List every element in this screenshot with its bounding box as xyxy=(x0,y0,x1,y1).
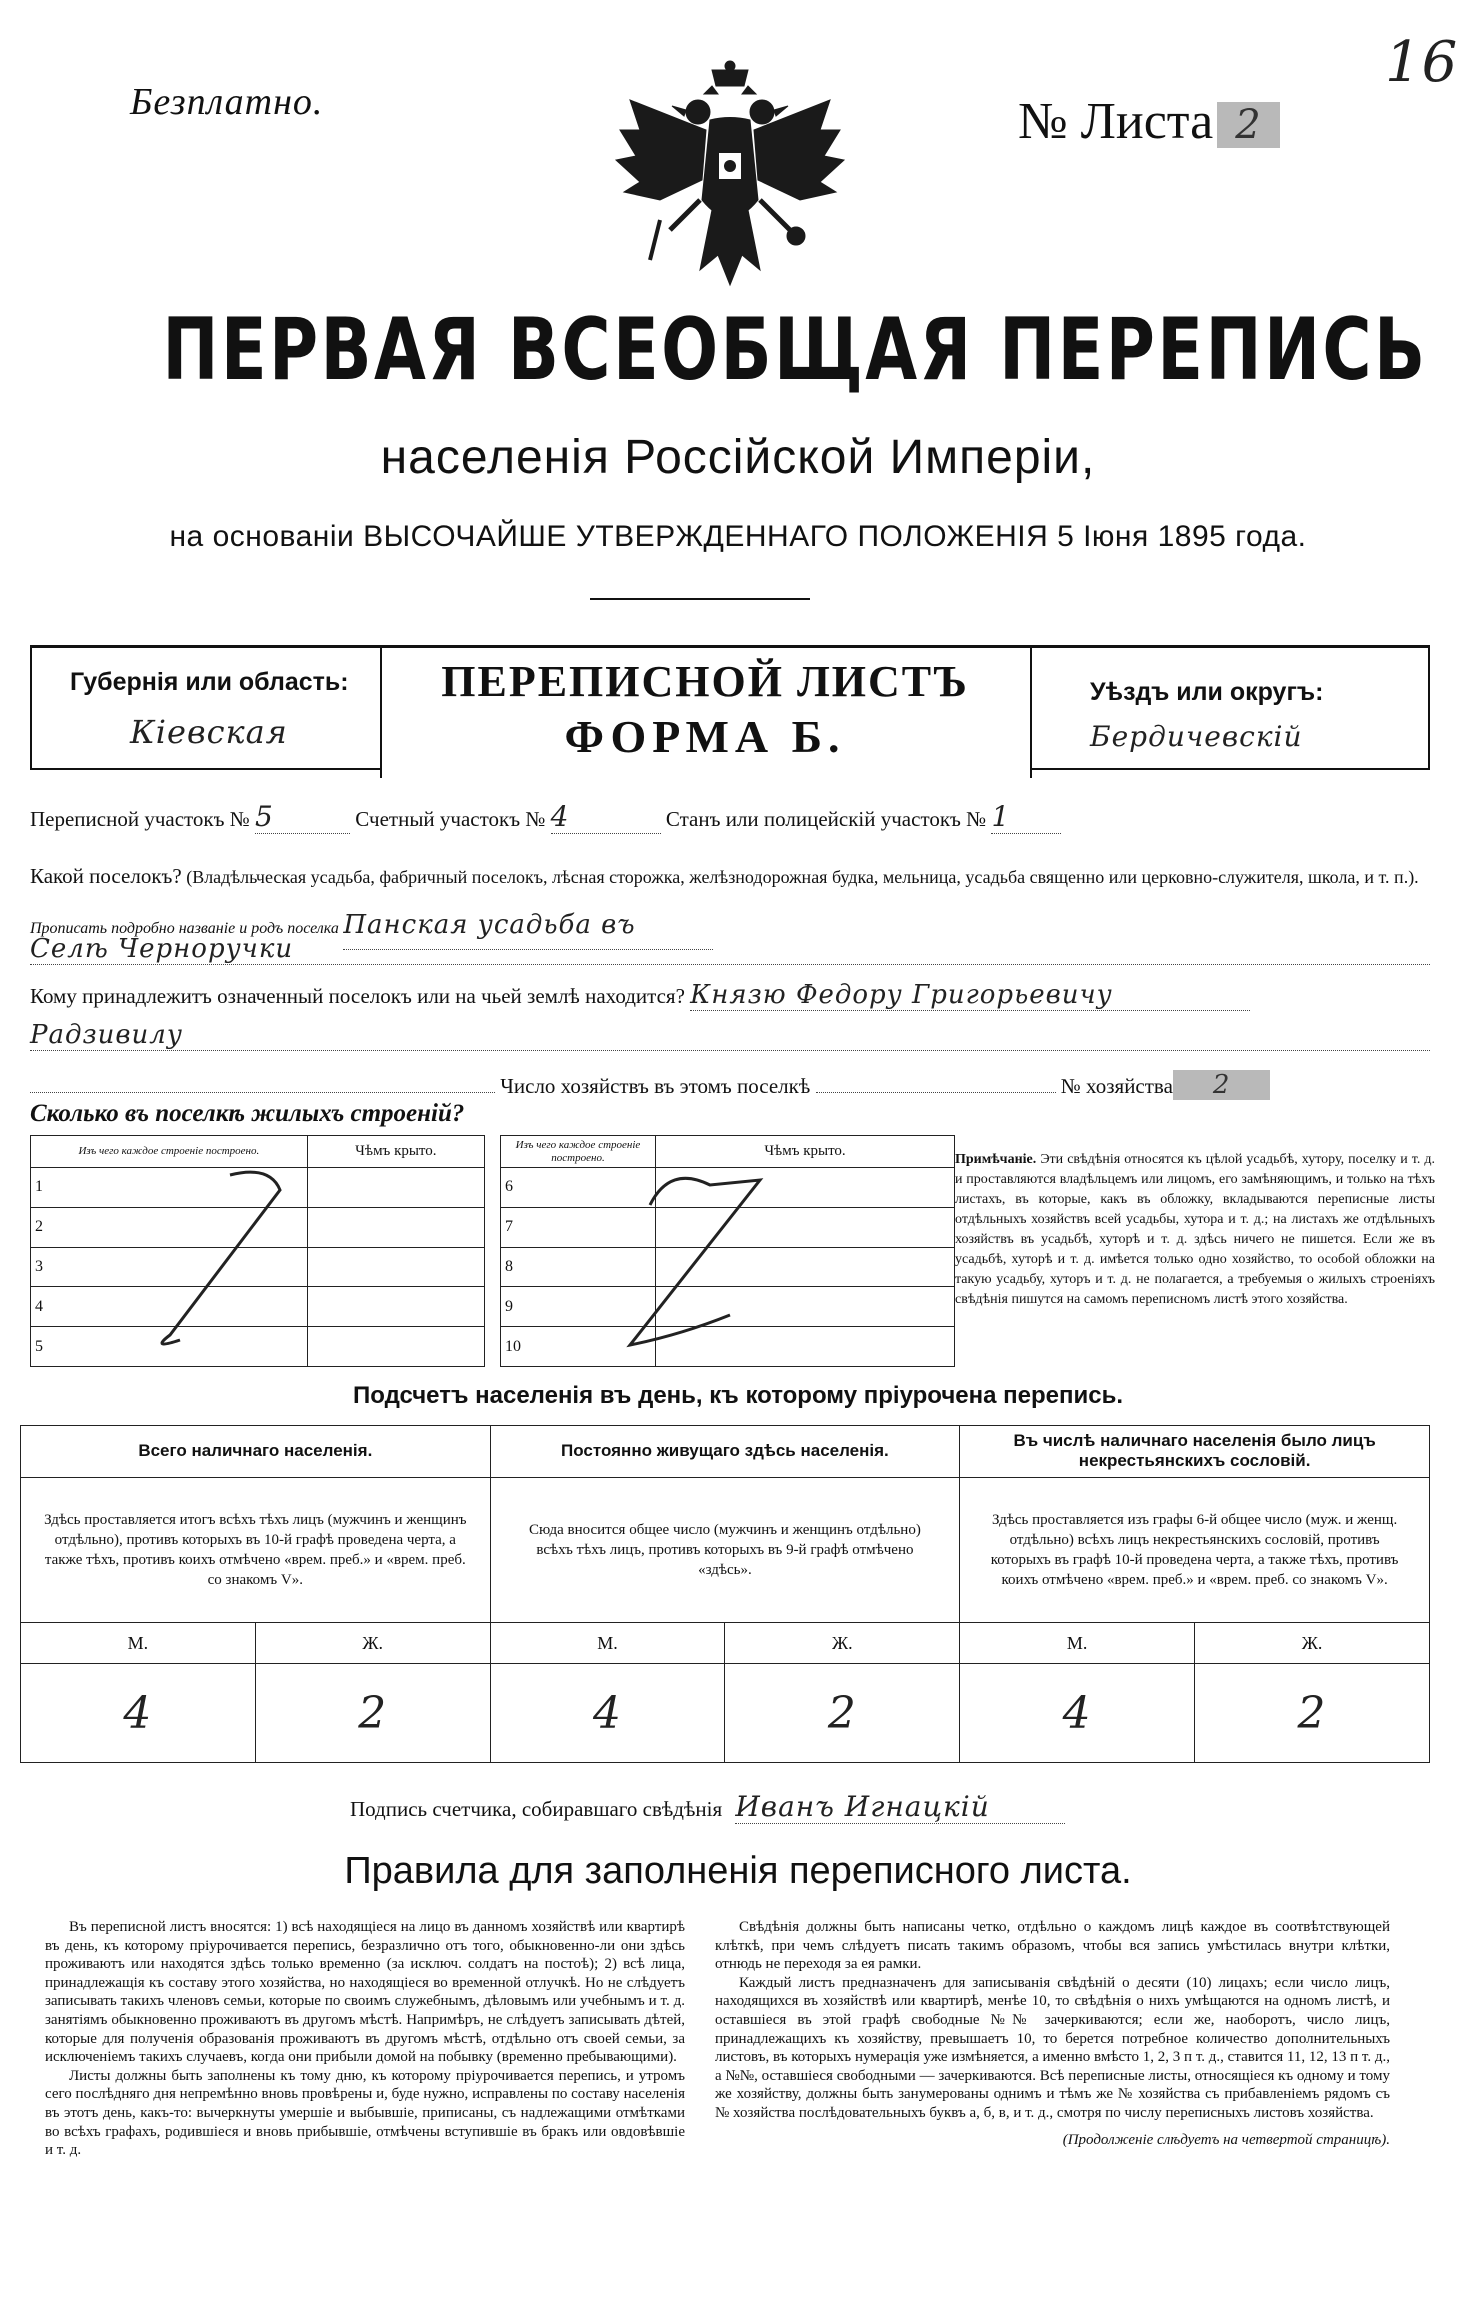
rules-right-p1: Свѣдѣнія должны быть написаны четко, отдѣльно о каждомъ лицѣ каждое въ соотвѣтствующей клѣткѣ, при чемъ слѣдуетъ писать такимъ образомъ, чтобы вся запись умѣстилась внутри клѣтки, отнюдь не переходя за ея рамки. xyxy=(715,1919,1390,1973)
col-roof-header: Чѣмъ крыто. xyxy=(307,1136,484,1168)
row-number: 8 xyxy=(501,1247,541,1287)
households-label: Число хозяйствъ въ этомъ поселкѣ xyxy=(500,1074,811,1098)
subtitle: населенія Россійской Имперіи, xyxy=(380,431,1096,484)
tally-title-total: Всего наличнаго населенія. xyxy=(21,1426,491,1478)
settlement-instruction: Прописать подробно названіе и родъ поселка xyxy=(30,920,339,937)
rules-right-p2: Каждый листъ предназначенъ для записыванія свѣдѣній о десяти (10) лицахъ; если число лицъ, находящихся въ хозяйствѣ или квартирѣ, менѣе 10, то свѣдѣнія о нихъ умѣщаются на одномъ листѣ, и оставшіеся въ этой графѣ свободные №№ зачеркиваются; если же, наоборотъ, число лицъ, принадлежащихъ къ хозяйству, превышаетъ 10, то берется потребное количество дополнительныхъ листовъ, въ которыхъ нумерація уже измѣняется, а именно вмѣсто 1, 2, 3 п т. д., ставится 11, 12, 13 п т. д., а №№, оставшіеся свободными — зачеркиваются. Всѣ переписные листы, относящіеся къ одному и тому же хозяйству, должны быть занумерованы однимъ и тѣмъ же № хозяйства съ прибавленіемъ рядомъ съ № хозяйства послѣдовательныхъ буквъ а, б, в, и т. д., смотря по числу переписныхъ листовъ хозяйства. xyxy=(715,1974,1390,2121)
rules-heading: Правила для заполненія переписного листа. xyxy=(344,1850,1132,1892)
uezd-value: Бердичевскій xyxy=(1090,720,1303,753)
gubernia-label: Губернія или область: xyxy=(70,668,349,696)
households-line xyxy=(30,1070,1430,1100)
tally-m-label: М. xyxy=(960,1623,1195,1664)
main-title: ПЕРВАЯ ВСЕОБЩАЯ ПЕРЕПИСЬ xyxy=(162,300,1428,400)
sheet-number xyxy=(1018,92,1280,151)
owner-line xyxy=(30,980,1430,1011)
row-number: 1 xyxy=(31,1168,71,1208)
tally-desc-total: Здѣсь проставляется итогъ всѣхъ тѣхъ лицъ (мужчинъ и женщинъ отдѣльно), противъ которыхъ въ 10-й графѣ проведена черта, а также тѣхъ, противъ коихъ отмѣчено «врем. преб.» и «врем. преб. со знакомъ V». xyxy=(21,1477,491,1622)
count-area-value: 4 xyxy=(551,800,661,834)
row-number: 4 xyxy=(31,1287,71,1327)
rules-left-p1: Въ переписной листъ вносятся: 1) всѣ находящіеся на лицо въ данномъ хозяйствѣ или квартирѣ въ день, къ которому пріурочивается перепись, безразлично отъ того, обыкновенно-ли они здѣсь проживаютъ или находятся здѣсь только временно (за исключ. солдатъ на постоѣ); 2) всѣ лица, принадлежащія къ составу этого хозяйства, но находящіеся во временной отлучкѣ. Но не слѣдуетъ записывать такихъ членовъ семьи, которые по своимъ служебнымъ, дѣловымъ или учебнымъ и т. д. занятіямъ обыкновенно проживаютъ въ другомъ мѣстѣ. Напримѣръ, не слѣдуетъ записывать дѣтей, которые для полученія образованія проживаютъ въ другомъ мѣстѣ, отдѣльно отъ своей семьи, за исключеніемъ такихъ случаевъ, когда они прибыли домой на побывку (временно пребывающими). xyxy=(45,1919,685,2066)
col-roof-header: Чѣмъ крыто. xyxy=(656,1136,955,1168)
tally-m-label: М. xyxy=(21,1623,256,1664)
tally-m-label: Ж. xyxy=(725,1623,960,1664)
tally-f-label: Ж. xyxy=(255,1623,490,1664)
corner-mark: 16 xyxy=(1385,30,1459,95)
owner-value-2: Радзивилу xyxy=(30,1020,1430,1051)
form-letter: ФОРМА Б. xyxy=(564,711,846,762)
note-block xyxy=(955,1150,1435,1310)
signature-value: Иванъ Игнацкій xyxy=(735,1790,1065,1824)
rules-right-column xyxy=(715,1918,1390,2149)
sheet-number-value: 2 xyxy=(1217,102,1279,148)
household-no-value: 2 xyxy=(1173,1070,1271,1100)
sheet-number-label: № Листа xyxy=(1018,93,1214,150)
stan-label: Станъ или полицейскій участокъ № xyxy=(665,807,987,831)
household-no-label: № хозяйства xyxy=(1060,1074,1173,1098)
tally-title-nonpeasant: Въ числѣ наличнаго населенія было лицъ некрестьянскихъ сословій. xyxy=(960,1426,1430,1478)
row-number: 3 xyxy=(31,1247,71,1287)
signature-label: Подпись счетчика, собиравшаго свѣдѣнія xyxy=(350,1797,723,1821)
col-material-header: Изъ чего каждое строеніе построено. xyxy=(501,1136,656,1168)
uezd-label: Уѣздъ или округъ: xyxy=(1090,678,1324,706)
free-label: Безплатно. xyxy=(130,81,324,123)
title-divider xyxy=(590,598,810,600)
row-number: 9 xyxy=(501,1287,541,1327)
tally-m-value: 4 xyxy=(960,1664,1195,1763)
tally-desc-resident: Сюда вносится общее число (мужчинъ и женщинъ отдѣльно) всѣхъ тѣхъ лицъ, противъ которыхъ въ 9-й графѣ отмѣчено «здѣсь». xyxy=(490,1477,960,1622)
signature-line xyxy=(350,1790,1065,1824)
row-number: 7 xyxy=(501,1207,541,1247)
rules-left-column xyxy=(45,1918,685,2160)
settlement-label: Какой поселокъ? xyxy=(30,864,182,888)
gubernia-value: Кіевская xyxy=(130,713,288,751)
row-number: 6 xyxy=(501,1168,541,1208)
tally-m-value: 4 xyxy=(490,1664,725,1763)
buildings-table xyxy=(30,1135,950,1367)
count-area-label: Счетный участокъ № xyxy=(355,807,546,831)
area-line xyxy=(30,800,1430,834)
owner-value-1: Князю Федору Григорьевичу xyxy=(690,980,1250,1011)
row-number: 10 xyxy=(501,1327,541,1367)
tally-f-label: Ж. xyxy=(1195,1623,1430,1664)
settlement-value-1: Панская усадьба въ xyxy=(343,901,713,950)
strike-marks xyxy=(30,1135,960,1367)
note-label: Примѣчаніе. xyxy=(955,1152,1037,1167)
owner-label: Кому принадлежитъ означенный поселокъ или на чьей землѣ находится? xyxy=(30,984,685,1008)
rules-continued: (Продолженіе слѣдуетъ на четвертой страницѣ). xyxy=(1062,2131,1390,2148)
row-number: 5 xyxy=(31,1327,71,1367)
form-header-box xyxy=(30,645,1430,775)
rules-left-p2: Листы должны быть заполнены къ тому дню, къ которому пріурочивается перепись, и утромъ сего послѣдняго дня непремѣнно вновь провѣрены и, буде нужно, исправлены по составу населенія въ этотъ день, какъ-то: вычеркнуты умершіе и выбывшіе, приписаны, съ надлежащими отмѣтками во всѣхъ графахъ, родившіеся и вновь прибывшіе, отмѣчены вступившіе въ бракъ или овдовѣвшіе и т. д. xyxy=(45,2067,685,2159)
tally-title-resident: Постоянно живущаго здѣсь населенія. xyxy=(490,1426,960,1478)
buildings-label: Сколько въ поселкѣ жилыхъ строеній? xyxy=(30,1100,465,1127)
stan-value: 1 xyxy=(991,800,1061,834)
double-headed-eagle-icon xyxy=(600,60,860,300)
tally-heading: Подсчетъ населенія въ день, къ которому пріурочена перепись. xyxy=(353,1382,1123,1409)
row-number: 2 xyxy=(31,1207,71,1247)
census-area-label: Переписной участокъ № xyxy=(30,807,250,831)
census-area-value: 5 xyxy=(255,800,350,834)
tally-desc-nonpeasant: Здѣсь проставляется изъ графы 6-й общее число (муж. и женщ. отдѣльно) всѣхъ лицъ некрестьянскихъ сословій, противъ которыхъ въ графѣ 10-й проведена черта, а также тѣхъ, противъ коихъ отмѣчено «врем. преб.» и «врем. преб. со знакомъ V». xyxy=(960,1477,1430,1622)
tally-f-value: 2 xyxy=(1195,1664,1430,1763)
col-material-header: Изъ чего каждое строеніе построено. xyxy=(31,1136,308,1168)
settlement-value-2: Селѣ Черноручки xyxy=(30,934,1430,965)
tally-m-value: 4 xyxy=(21,1664,256,1763)
tally-m-label: М. xyxy=(490,1623,725,1664)
tally-f-value: 2 xyxy=(255,1664,490,1763)
tally-f-value: 2 xyxy=(725,1664,960,1763)
tally-table xyxy=(20,1425,1430,1763)
settlement-hint: (Владѣльческая усадьба, фабричный поселокъ, лѣсная сторожка, желѣзнодорожная будка, мельница, усадьба священно или церковно-служителя, школа, и т. п.). xyxy=(186,867,1419,887)
form-title: ПЕРЕПИСНОЙ ЛИСТЪ xyxy=(441,657,969,706)
decree-line: на основаніи ВЫСОЧАЙШЕ УТВЕРЖДЕННАГО ПОЛОЖЕНІЯ 5 Іюня 1895 года. xyxy=(169,520,1307,553)
note-text: Эти свѣдѣнія относятся къ цѣлой усадьбѣ, хутору, поселку и т. д. и проставляются владѣльцемъ или лицомъ, его замѣняющимъ, и только на тѣхъ листахъ, въ которые, какъ въ обложку, вкладываются переписные листы отдѣльныхъ хозяйствъ всей усадьбы, хутора и т. д.; на листахъ же отдѣльныхъ хозяйствъ въ усадьбѣ, хуторѣ и т. д. здѣсь ничего не пишется. Если же въ усадьбѣ, хуторѣ и т. д. имѣется только одно хозяйство, то особой обложки на такую усадьбу, хуторъ и т. д. не полагается, а требуемыя о жилыхъ строеніяхъ свѣдѣнія пишутся на самомъ переписномъ листѣ этого хозяйства. xyxy=(955,1152,1436,1307)
